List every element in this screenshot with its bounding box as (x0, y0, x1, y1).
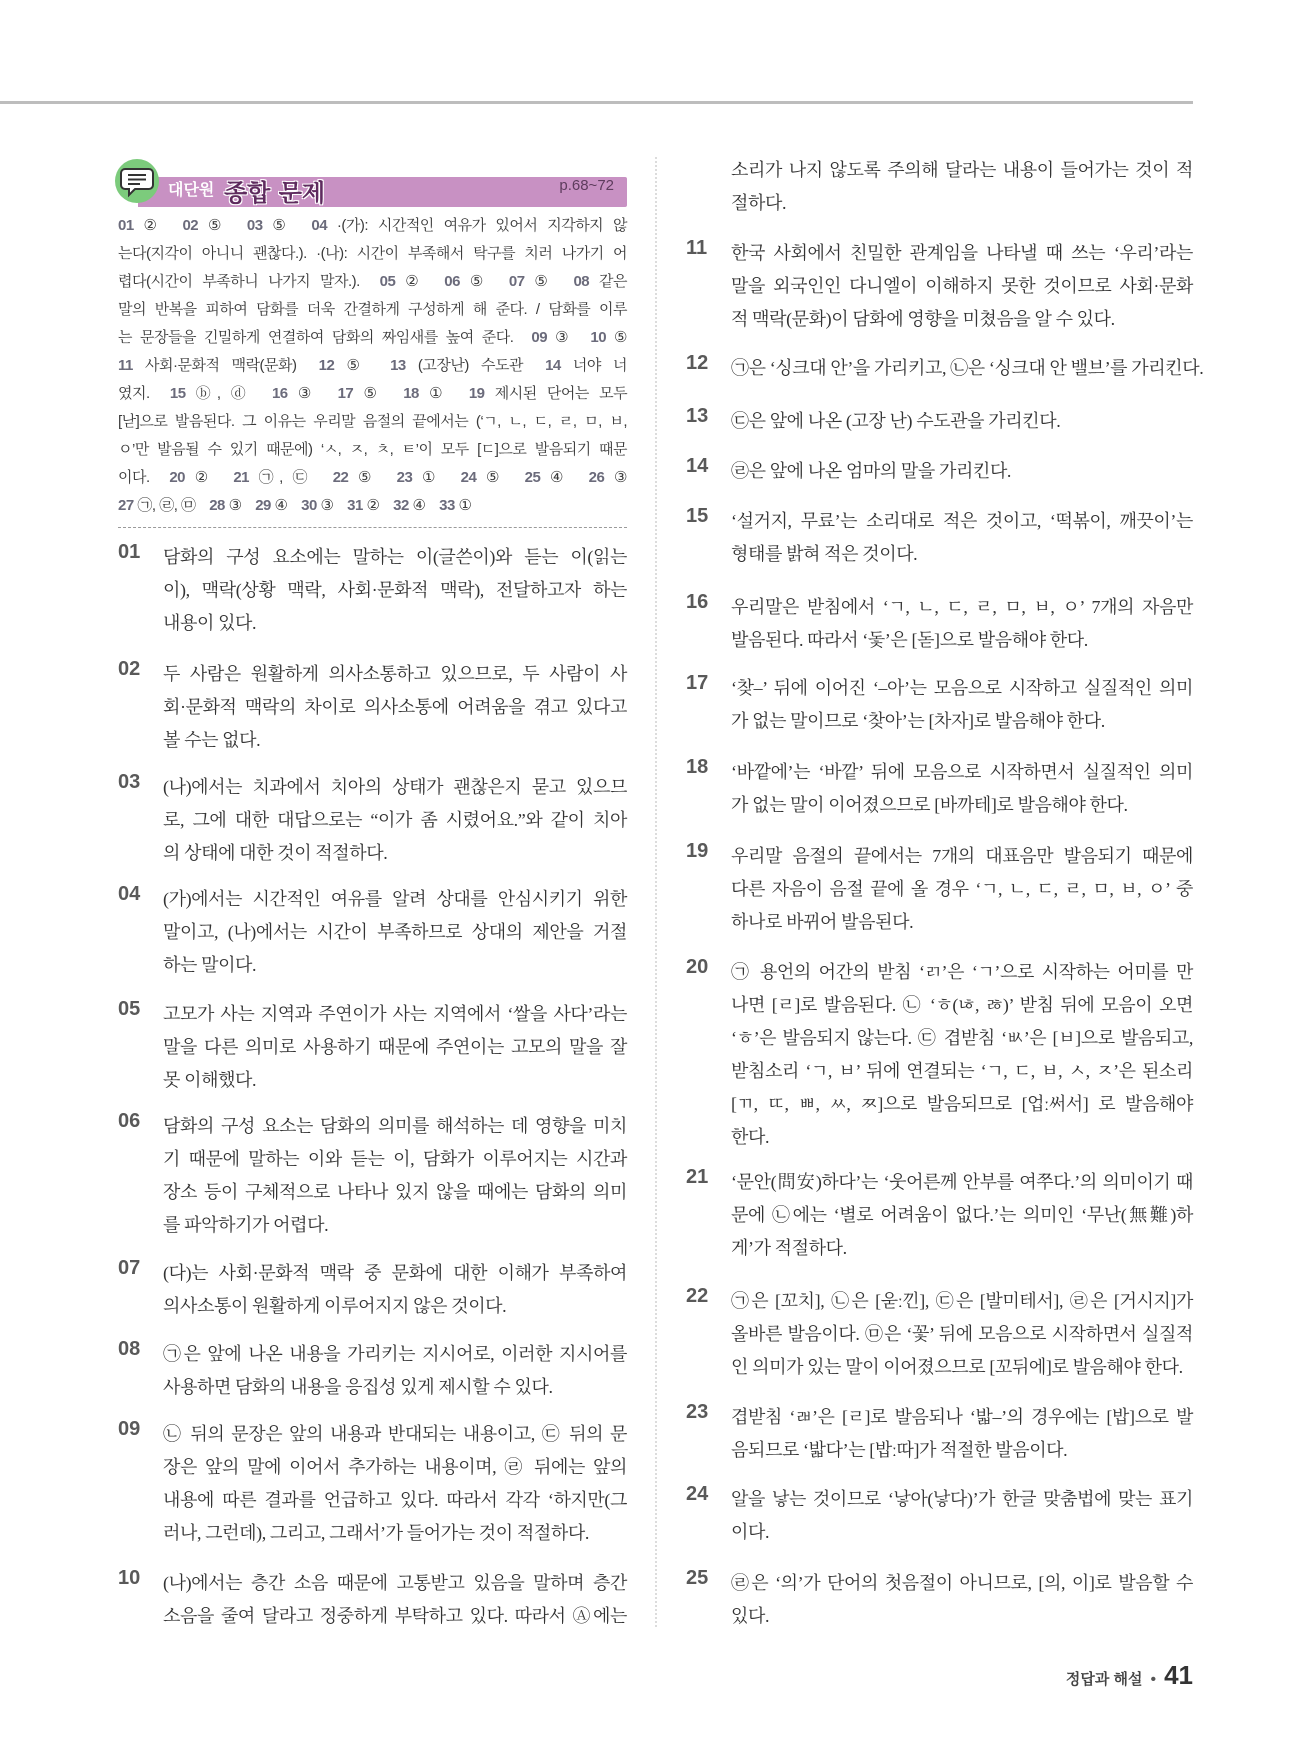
explanation-line: 회·문화적 맥락의 차이로 의사소통에 어려움을 겪고 있다고 (163, 697, 627, 717)
explanation-line: 장소 등이 구체적으로 나타나 있지 않을 때에는 담화의 의미 (163, 1182, 627, 1202)
answer-key-text: ③ (228, 497, 242, 514)
answer-key-line (118, 382, 627, 410)
explanation-line: (나)에서는 치과에서 치아의 상태가 괜찮은지 묻고 있으므 (163, 777, 627, 797)
answer-key-text: ② (143, 217, 163, 234)
explanation-text (163, 658, 627, 757)
answer-key (118, 214, 627, 522)
explanation-line: 러나, 그런데), 그리고, 그래서’가 들어가는 것이 적절하다. (163, 1523, 589, 1543)
answer-key-text: ③ (613, 469, 627, 486)
explanation-line: ㉣은 앞에 나온 엄마의 말을 가리킨다. (731, 461, 1012, 481)
answer-key-text: ⑤ (486, 469, 505, 486)
answer-key-text: ⑤ (614, 329, 627, 346)
explanation-line: 인 의미가 있는 말이 이어졌으므로 [꼬뒤에]로 발음해야 한다. (731, 1357, 1183, 1377)
answer-key-number: 15 (169, 385, 186, 402)
answer-key-number: 14 (545, 357, 561, 374)
explanation-line: ㉠은 앞에 나온 내용을 가리키는 지시어로, 이러한 지시어를 (163, 1344, 627, 1364)
question-number: 04 (118, 883, 141, 905)
question-number: 15 (686, 505, 709, 527)
explanation-text (731, 154, 1193, 220)
explanation-line: 고모가 사는 지역과 주연이가 사는 지역에서 ‘쌀을 사다’라는 (163, 1004, 627, 1024)
answer-key-text: [낟]으로 발음된다. 그 이유는 우리말 음절의 끝에서는 (‘ㄱ, ㄴ, ㄷ, ㄹ, ㅁ, ㅂ, (118, 413, 627, 430)
explanation-line: 있다. (731, 1606, 770, 1626)
explanation-text (731, 237, 1193, 336)
question-number: 07 (118, 1257, 141, 1279)
answer-key-number: 06 (444, 273, 460, 290)
answer-key-line (118, 438, 627, 466)
explanation-text (731, 1166, 1193, 1265)
answer-key-text: ② (405, 273, 425, 290)
explanation-text (163, 883, 627, 982)
answer-key-text: ⑤ (534, 273, 554, 290)
answer-key-text: ③ (297, 385, 318, 402)
explanation-text (731, 756, 1193, 822)
explanation-text (731, 591, 1193, 657)
answer-key-text: ④ (412, 497, 426, 514)
answer-key-line (118, 270, 627, 298)
explanation-line: 발음된다. 따라서 ‘돛’은 [돋]으로 발음해야 한다. (731, 630, 1088, 650)
answer-key-text: ⓑ, ⓓ (195, 385, 252, 402)
explanation-line: (나)에서는 층간 소음 때문에 고통받고 있음을 말하며 층간 (163, 1573, 627, 1593)
answer-key-number: 09 (531, 329, 548, 346)
explanation-line: [ㄲ, ㄸ, ㅃ, ㅆ, ㅉ]으로 발음되므로 [업ː써서] 로 발음해야 (731, 1094, 1193, 1114)
question-number: 02 (118, 658, 141, 680)
explanation-text (163, 771, 627, 870)
answer-key-text: ③ (320, 497, 334, 514)
question-number: 21 (686, 1166, 709, 1188)
answer-key-text: ㉠, ㉢ (258, 469, 314, 486)
question-number: 11 (686, 237, 708, 259)
answer-key-number: 25 (524, 469, 541, 486)
answer-key-text: ㅇ’만 발음될 수 있기 때문에) ‘ㅅ, ㅈ, ㅊ, ㅌ’이 모두 [ㄷ]으로 발음되기 때문 (118, 441, 627, 458)
answer-key-number: 01 (118, 217, 134, 234)
answer-key-text: ⑤ (469, 273, 489, 290)
explanation-line: 의 상태에 대한 것이 적절하다. (163, 843, 388, 863)
answer-key-line (118, 354, 627, 382)
answer-key-line (118, 298, 627, 326)
explanation-line: (가)에서는 시간적인 여유를 알려 상대를 안심시키기 위한 (163, 889, 627, 909)
answer-key-number: 27 (118, 497, 134, 514)
answer-key-text: ⑤ (346, 357, 368, 374)
explanation-line: 로, 그에 대한 대답으로는 “이가 좀 시렸어요.”와 같이 치아 (163, 810, 627, 830)
explanation-line: ㉢은 앞에 나온 (고장 난) 수도관을 가리킨다. (731, 411, 1061, 431)
explanation-line: ㉠은 [꼬치], ㉡은 [욷ː낀], ㉢은 [발미테서], ㉣은 [거시지]가 (731, 1291, 1193, 1311)
explanation-text (163, 1338, 627, 1404)
explanation-line: 못 이해했다. (163, 1070, 257, 1090)
question-number: 20 (686, 956, 709, 978)
answer-key-number: 33 (439, 497, 455, 514)
answer-key-number: 11 (118, 357, 133, 374)
explanation-line: 내용이 있다. (163, 613, 257, 633)
explanation-line: ‘찾–’ 뒤에 이어진 ‘–아’는 모음으로 시작하고 실질적인 의미 (731, 678, 1193, 698)
question-number: 10 (118, 1567, 141, 1589)
explanation-line: ㉣은 ‘의’가 단어의 첫음절이 아니므로, [의, 이]로 발음할 수 (731, 1573, 1193, 1593)
explanation-text (731, 672, 1193, 738)
answer-key-number: 24 (460, 469, 477, 486)
explanation-line: ㉠은 ‘싱크대 안’을 가리키고, ㉡은 ‘싱크대 안 밸브’를 가리킨다. (731, 358, 1204, 378)
answer-key-text: ① (429, 385, 449, 402)
question-number: 09 (118, 1418, 141, 1440)
answer-key-text: ㉠, ㉣, ㉤ (137, 497, 196, 514)
answer-key-line (118, 242, 627, 270)
explanation-text (731, 1285, 1193, 1384)
answer-key-number: 23 (396, 469, 413, 486)
explanation-line: 이다. (731, 1522, 770, 1542)
answer-key-number: 31 (347, 497, 363, 514)
answer-key-number: 13 (390, 357, 406, 374)
answer-key-number: 07 (508, 273, 525, 290)
answer-key-text: 제시된 단어는 모두 (494, 385, 628, 402)
answer-key-text: 는다(지각이 아니니 괜찮다.). ·(나): 시간이 부족해서 탁구를 치러 나가기 어 (118, 245, 627, 262)
explanation-line: 를 파악하기가 어렵다. (163, 1215, 329, 1235)
explanation-line: 의사소통이 원활하게 이루어지지 않은 것이다. (163, 1296, 507, 1316)
explanation-line: 소음을 줄여 달라고 정중하게 부탁하고 있다. 따라서 Ⓐ에는 (163, 1606, 627, 1626)
question-number: 16 (686, 591, 709, 613)
question-number: 22 (686, 1285, 709, 1307)
explanation-line: 두 사람은 원활하게 의사소통하고 있으므로, 두 사람이 사 (163, 664, 627, 684)
answer-key-text: 말의 반복을 피하여 담화를 더욱 간결하게 구성하게 해 준다. / 담화를 이루 (118, 301, 627, 318)
answer-key-number: 05 (379, 273, 396, 290)
explanation-line: 장은 앞의 말에 이어서 추가하는 내용이며, ㉣ 뒤에는 앞의 (163, 1457, 627, 1477)
explanation-line: ㉠ 용언의 어간의 받침 ‘ㄺ’은 ‘ㄱ’으로 시작하는 어미를 만 (731, 962, 1193, 982)
answer-key-text: ⑤ (272, 217, 292, 234)
explanation-line: 담화의 구성 요소에는 말하는 이(글쓴이)와 듣는 이(읽는 (163, 547, 627, 567)
page-footer (1066, 1660, 1193, 1691)
answer-key-number: 16 (271, 385, 288, 402)
column-divider (655, 157, 657, 1627)
answer-key-number: 20 (169, 469, 186, 486)
explanation-line: 말을 외국인인 다니엘이 이해하지 못한 것이므로 사회·문화 (731, 276, 1193, 296)
footer-bullet: • (1150, 1671, 1157, 1688)
explanation-line: 말을 다른 의미로 사용하기 때문에 주연이는 고모의 말을 잘 (163, 1037, 627, 1057)
explanation-text (731, 405, 1193, 438)
explanation-text (731, 1483, 1193, 1549)
explanation-line: 우리말은 받침에서 ‘ㄱ, ㄴ, ㄷ, ㄹ, ㅁ, ㅂ, ㅇ’ 7개의 자음만 (731, 597, 1193, 617)
explanation-text (163, 1110, 627, 1242)
explanation-line: 사용하면 담화의 내용을 응집성 있게 제시할 수 있다. (163, 1377, 553, 1397)
answer-key-number: 32 (393, 497, 409, 514)
answer-key-text: ④ (550, 469, 569, 486)
answer-key-number: 12 (318, 357, 335, 374)
question-number: 19 (686, 840, 709, 862)
answer-key-text: 렵다(시간이 부족하니 나가지 말자.). (118, 273, 360, 290)
explanation-text (163, 1418, 627, 1550)
answer-key-text: 같은 (599, 273, 627, 290)
answer-key-number: 08 (573, 273, 590, 290)
explanation-text (731, 1401, 1193, 1467)
answer-key-text: 너야 너 (572, 357, 628, 374)
footer-label: 정답과 해설 (1065, 1671, 1143, 1688)
answer-key-number: 29 (255, 497, 271, 514)
answer-key-text: ⑤ (363, 385, 383, 402)
question-number: 03 (118, 771, 141, 793)
answer-key-number: 17 (337, 385, 354, 402)
answer-key-text: 는 문장들을 긴밀하게 연결하여 담화의 짜임새를 높여 준다. (118, 329, 514, 346)
answer-key-number: 18 (403, 385, 419, 402)
answer-key-number: 04 (311, 217, 328, 234)
explanation-line: 하는 말이다. (163, 955, 257, 975)
explanation-line: 알을 낳는 것이므로 ‘낳아(낳다)’가 한글 맞춤법에 맞는 표기 (731, 1489, 1193, 1509)
question-number: 17 (686, 672, 709, 694)
answer-key-line (118, 326, 627, 354)
question-number: 23 (686, 1401, 709, 1423)
explanation-line: 우리말 음절의 끝에서는 7개의 대표음만 발음되기 때문에 (731, 846, 1193, 866)
answer-key-text: ③ (555, 329, 573, 346)
answer-key-number: 02 (182, 217, 199, 234)
explanation-line: 가 없는 말이므로 ‘찾아’는 [차자]로 발음해야 한다. (731, 711, 1105, 731)
answer-key-number: 19 (468, 385, 485, 402)
explanation-line: 내용에 따른 결과를 언급하고 있다. 따라서 각각 ‘하지만(그 (163, 1490, 627, 1510)
answer-key-number: 03 (246, 217, 263, 234)
explanation-line: ‘ㅎ’은 발음되지 않는다. ㉢ 겹받침 ‘ㅄ’은 [ㅂ]으로 발음되고, (731, 1028, 1193, 1048)
section-unit-label: 대단원 (168, 182, 215, 199)
answer-key-text: 이다. (118, 469, 150, 486)
answer-key-number: 22 (332, 469, 349, 486)
question-number: 08 (118, 1338, 141, 1360)
explanation-line: ㉡ 뒤의 문장은 앞의 내용과 반대되는 내용이고, ㉢ 뒤의 문 (163, 1424, 627, 1444)
answer-key-number: 10 (590, 329, 607, 346)
explanation-text (731, 956, 1193, 1154)
answer-key-text: ① (458, 497, 472, 514)
explanation-text (731, 1567, 1193, 1633)
question-number: 12 (686, 352, 709, 374)
explanation-line: 말이고, (나)에서는 시간이 부족하므로 상대의 제안을 거절 (163, 922, 627, 942)
explanation-line: ‘설거지, 무료’는 소리대로 적은 것이고, ‘떡볶이, 깨끗이’는 (731, 511, 1193, 531)
explanation-line: 기 때문에 말하는 이와 듣는 이, 담화가 이루어지는 시간과 (163, 1149, 627, 1169)
section-header-bar (138, 177, 627, 207)
page-number: 41 (1164, 1660, 1193, 1690)
explanation-line: 절하다. (731, 193, 787, 213)
question-number: 24 (686, 1483, 709, 1505)
explanation-line: ‘바깥에’는 ‘바깥’ 뒤에 모음으로 시작하면서 실질적인 의미 (731, 762, 1193, 782)
explanation-line: 이), 맥락(상황 맥락, 사회·문화적 맥락), 전달하고자 하는 (163, 580, 627, 600)
question-number: 05 (118, 998, 141, 1020)
answer-key-line (118, 466, 627, 494)
explanation-line: 겹받침 ‘ㄼ’은 [ㄹ]로 발음되나 ‘밟–’의 경우에는 [밥]으로 발 (731, 1407, 1193, 1427)
explanation-line: 나면 [ㄹ]로 발음된다. ㉡ ‘ㅎ(ㄶ, ㅀ)’ 받침 뒤에 모음이 오면 (731, 995, 1193, 1015)
answer-key-text: ·(가): 시간적인 여유가 있어서 지각하지 않 (336, 217, 627, 234)
explanation-text (731, 505, 1193, 571)
section-title: 종합 문제 (224, 179, 326, 207)
explanation-text (163, 541, 627, 640)
question-number: 25 (686, 1567, 709, 1589)
answer-key-line (118, 494, 627, 522)
answer-key-text: ② (194, 469, 214, 486)
explanation-line: 소리가 나지 않도록 주의해 달라는 내용이 들어가는 것이 적 (731, 160, 1193, 180)
question-number: 14 (686, 455, 709, 477)
explanation-text (731, 840, 1193, 939)
explanation-line: 올바른 발음이다. ㉤은 ‘꽃’ 뒤에 모음으로 시작하면서 실질적 (731, 1324, 1193, 1344)
page-top-rule (0, 101, 1193, 104)
answer-key-text: (고장난) 수도관 (417, 357, 523, 374)
explanation-line: 볼 수는 없다. (163, 730, 261, 750)
explanation-line: 한국 사회에서 친밀한 관계임을 나타낼 때 쓰는 ‘우리’라는 (731, 243, 1193, 263)
explanation-line: ‘문안(問安)하다’는 ‘웃어른께 안부를 여쭈다.’의 의미이기 때 (731, 1172, 1193, 1192)
explanation-text (731, 455, 1193, 488)
explanation-text (163, 998, 627, 1097)
explanation-line: 적 맥락(문화)이 담화에 영향을 미쳤음을 알 수 있다. (731, 309, 1115, 329)
explanation-line: 음되므로 ‘밟다’는 [밥ː따]가 적절한 발음이다. (731, 1440, 1068, 1460)
explanation-line: 다른 자음이 음절 끝에 올 경우 ‘ㄱ, ㄴ, ㄷ, ㄹ, ㅁ, ㅂ, ㅇ’ 중 (731, 879, 1193, 899)
question-number: 01 (118, 541, 141, 563)
answer-key-number: 26 (588, 469, 605, 486)
explanation-line: 게’가 적절하다. (731, 1238, 847, 1258)
explanation-line: 담화의 구성 요소는 담화의 의미를 해석하는 데 영향을 미치 (163, 1116, 627, 1136)
explanation-text (163, 1567, 627, 1633)
answer-key-divider (118, 527, 627, 528)
answer-key-line (118, 410, 627, 438)
speech-bubble-icon (112, 154, 164, 206)
answer-key-number: 21 (233, 469, 249, 486)
answer-key-text: ④ (274, 497, 288, 514)
explanation-line: 가 없는 말이 이어졌으므로 [바까테]로 발음해야 한다. (731, 795, 1128, 815)
page-range: p.68~72 (559, 177, 614, 194)
answer-key-number: 30 (301, 497, 317, 514)
explanation-line: 하나로 바뀌어 발음된다. (731, 912, 914, 932)
explanation-line: 문에 ㉡에는 ‘별로 어려움이 없다.’는 의미인 ‘무난(無難)하 (731, 1205, 1193, 1225)
answer-key-line (118, 214, 627, 242)
answer-key-text: 사회·문화적 맥락(문화) (145, 357, 297, 374)
answer-key-text: ② (366, 497, 380, 514)
answer-key-number: 28 (209, 497, 225, 514)
explanation-line: 받침소리 ‘ㄱ, ㅂ’ 뒤에 연결되는 ‘ㄱ, ㄷ, ㅂ, ㅅ, ㅈ’은 된소리 (731, 1061, 1193, 1081)
explanation-text (731, 352, 1204, 385)
question-number: 13 (686, 405, 709, 427)
answer-key-text: 였지. (118, 385, 150, 402)
explanation-line: 한다. (731, 1127, 770, 1147)
question-number: 18 (686, 756, 709, 778)
question-number: 06 (118, 1110, 141, 1132)
answer-key-text: ① (422, 469, 441, 486)
answer-key-text: ⑤ (358, 469, 377, 486)
explanation-line: 형태를 밝혀 적은 것이다. (731, 544, 918, 564)
explanation-text (163, 1257, 627, 1323)
explanation-line: (다)는 사회·문화적 맥락 중 문화에 대한 이해가 부족하여 (163, 1263, 627, 1283)
answer-key-text: ⑤ (207, 217, 228, 234)
